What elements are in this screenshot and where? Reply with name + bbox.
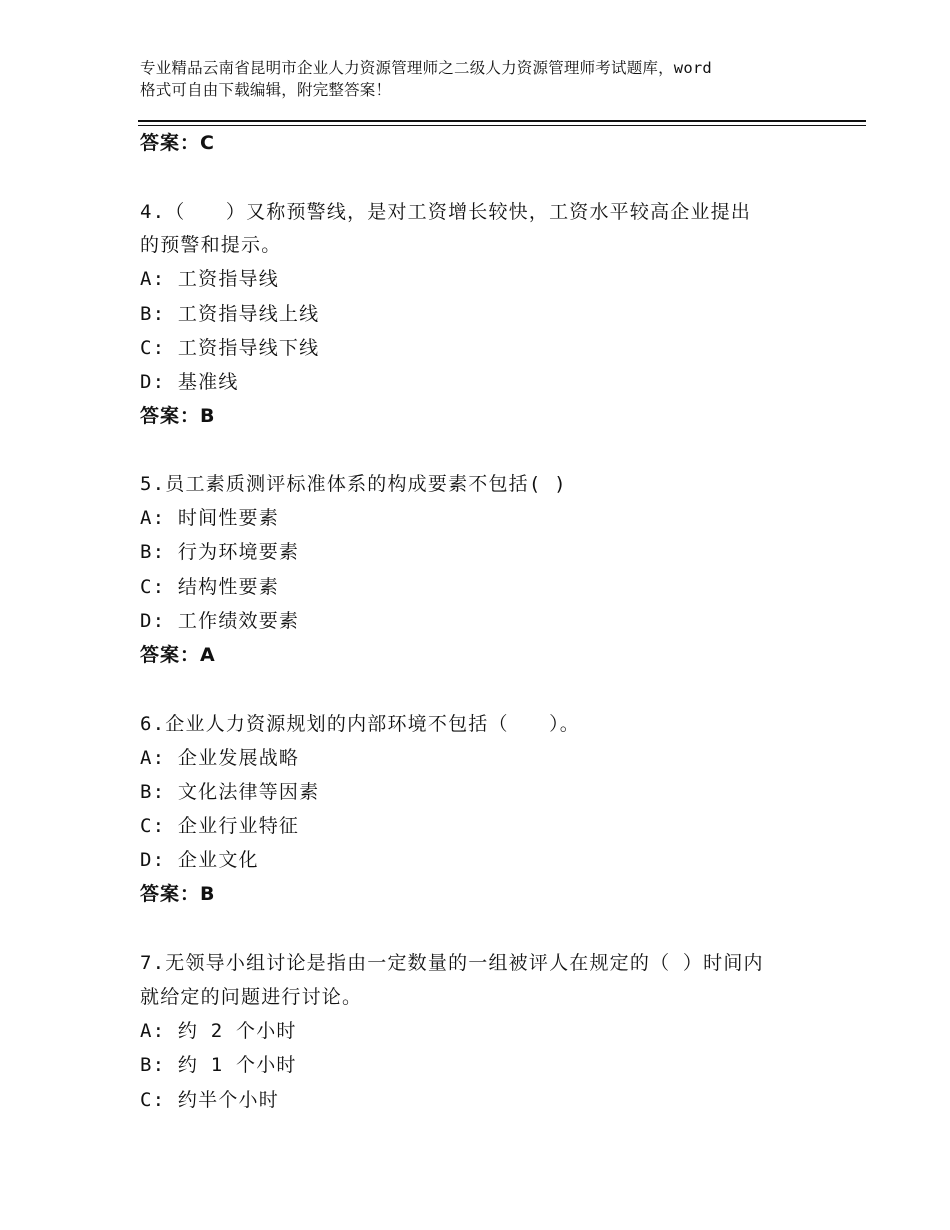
question-5-option-a: A: 时间性要素: [140, 507, 279, 529]
question-4-option-c: C: 工资指导线下线: [140, 337, 320, 359]
header-line-2: 格式可自由下载编辑，附完整答案！: [140, 81, 392, 99]
question-6-option-d: D: 企业文化: [140, 849, 259, 871]
question-5-option-d: D: 工作绩效要素: [140, 610, 300, 632]
header-line-1: 专业精品云南省昆明市企业人力资源管理师之二级人力资源管理师考试题库，word: [140, 59, 712, 77]
question-6-option-a: A: 企业发展战略: [140, 747, 300, 769]
header-divider-thick: [138, 120, 866, 122]
question-5-answer: 答案：A: [140, 644, 216, 666]
question-4-option-b: B: 工资指导线上线: [140, 303, 320, 325]
question-4-answer: 答案：B: [140, 405, 216, 427]
question-7-option-b: B: 约 1 个小时: [140, 1054, 297, 1076]
question-5-option-b: B: 行为环境要素: [140, 541, 300, 563]
question-4-stem-line-2: 的预警和提示。: [140, 234, 282, 256]
header-divider-thin: [138, 125, 866, 126]
document-header: [140, 57, 840, 101]
question-4-stem-line-1: 4.（ ）又称预警线，是对工资增长较快，工资水平较高企业提出: [140, 201, 752, 223]
question-4-option-d: D: 基准线: [140, 371, 239, 393]
previous-answer: 答案：C: [140, 132, 215, 154]
question-7-option-a: A: 约 2 个小时: [140, 1020, 297, 1042]
question-5-option-c: C: 结构性要素: [140, 576, 279, 598]
question-7-stem-line-2: 就给定的问题进行讨论。: [140, 986, 363, 1008]
question-4-option-a: A: 工资指导线: [140, 268, 279, 290]
question-6-answer: 答案：B: [140, 883, 216, 905]
question-6-option-b: B: 文化法律等因素: [140, 781, 320, 803]
question-7-stem-line-1: 7.无领导小组讨论是指由一定数量的一组被评人在规定的（ ）时间内: [140, 952, 764, 974]
question-7-option-c: C: 约半个小时: [140, 1089, 279, 1111]
question-5-stem-line-1: 5.员工素质测评标准体系的构成要素不包括( ): [140, 473, 567, 495]
question-6-stem-line-1: 6.企业人力资源规划的内部环境不包括（ ）。: [140, 713, 580, 735]
question-6-option-c: C: 企业行业特征: [140, 815, 300, 837]
